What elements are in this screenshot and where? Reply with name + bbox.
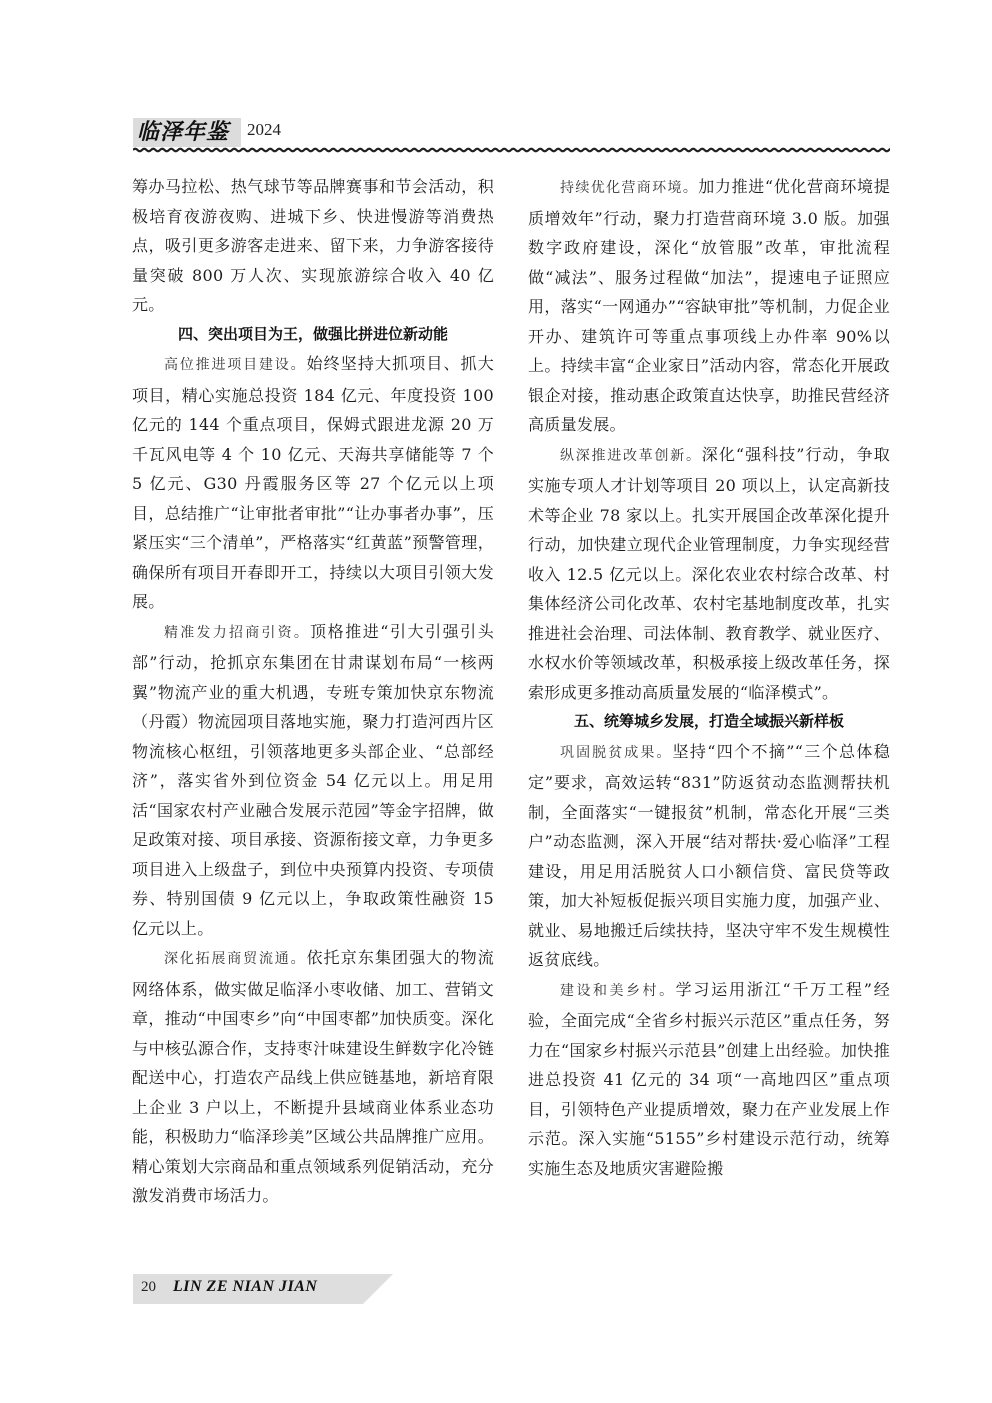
paragraph-body: 深化“强科技”行动，争取实施专项人才计划等项目 20 项以上，认定高新技术等企业 78 家以上。扎实开展国企改革深化提升行动，加快建立现代企业管理制度，力争实现经营收入 12.5 亿元以上。深化农业农村综合改革、村集体经济公司化改革、农村宅基地制度改革，扎实推进社会治理、司法体制、教育教学、就业医疗、水权水价等领域改革，积极承接上级改革任务，探索形成更多推动高质量发展的“临泽模式”。 — [528, 444, 890, 702]
paragraph: 筹办马拉松、热气球节等品牌赛事和节会活动，积极培育夜游夜购、进城下乡、快进慢游等消费热点，吸引更多游客走进来、留下来，力争游客接待量突破 800 万人次、实现旅游综合收入 40 亿元。 — [132, 177, 494, 314]
section-heading: 四、突出项目为王，做强比拼进位新动能 — [177, 324, 448, 343]
paragraph-lead: 持续优化营商环境。 — [560, 180, 699, 196]
paragraph — [132, 617, 494, 944]
footer-title: LIN ZE NIAN JIAN — [173, 1278, 318, 1295]
paragraph-lead: 建设和美乡村。 — [560, 982, 676, 999]
paragraph — [528, 440, 890, 708]
paragraph — [132, 943, 494, 1211]
yearbook-brand: 临泽年鉴 — [133, 118, 241, 147]
paragraph — [528, 737, 890, 975]
paragraph-body: 依托京东集团强大的物流网络体系，做实做足临泽小枣收储、加工、营销文章，推动“中国枣乡”向“中国枣都”加快质变。深化与中核弘源合作，支持枣汁味建设生鲜数字化冷链配送中心，打造农产品线上供应链基地，新培育限上企业 3 户以上，不断提升县域商业体系业态功能，积极助力“临泽珍美”区域公共品牌推广应用。精心策划大宗商品和重点领域系列促销活动，充分激发消费市场活力。 — [132, 948, 494, 1205]
paragraph-lead: 深化拓展商贸流通。 — [164, 951, 307, 967]
paragraph-lead: 高位推进项目建设。 — [164, 357, 307, 373]
paragraph-body: 坚持“四个不摘”“三个总体稳定”要求，高效运转“831”防返贫动态监测帮扶机制，全面落实“一键报贫”机制，常态化开展“三类户”动态监测，深入开展“结对帮扶·爱心临泽”工程建设，用足用活脱贫人口小额信贷、富民贷等政策，加大补短板促振兴项目实施力度，加强产业、就业、易地搬迁后续扶持，坚决守牢不发生规模性返贫底线。 — [528, 741, 890, 969]
header-year: 2024 — [247, 120, 281, 139]
right-column — [528, 172, 890, 1183]
paragraph-body: 加力推进“优化营商环境提质增效年”行动，聚力打造营商环境 3.0 版。加强数字政府建设，深化“放管服”改革，审批流程做“减法”、服务过程做“加法”，提速电子证照应用，落实“一网通办”“容缺审批”等机制，力促企业开办、建筑许可等重点事项线上办件率 90%以上。持续丰富“企业家日”活动内容，常态化开展政银企对接，推动惠企政策直达快享，助推民营经济高质量发展。 — [528, 177, 891, 434]
paragraph-lead: 纵深推进改革创新。 — [560, 447, 702, 464]
paragraph — [528, 975, 890, 1184]
section-heading: 五、统筹城乡发展，打造全域振兴新样板 — [573, 712, 844, 730]
paragraph-body: 始终坚持大抓项目、抓大项目，精心实施总投资 184 亿元、年度投资 100 亿元的 144 个重点项目，保姆式跟进龙源 20 万千瓦风电等 4 个 10 亿元、天海共享储能等 7 个 5 亿元、G30 丹霞服务区等 27 个亿元以上项目，总结推广“让审批者审批”“让办事者办事”，压紧压实“三个清单”，严格落实“红黄蓝”预警管理，确保所有项目开春即开工，持续以大项目引领大发展。 — [132, 354, 494, 611]
paragraph-body: 顶格推进“引大引强引头部”行动，抢抓京东集团在甘肃谋划布局“一核两翼”物流产业的重大机遇，专班专策加快京东物流（丹霞）物流园项目落地实施，聚力打造河西片区物流核心枢纽，引领落地更多头部企业、“总部经济”，落实省外到位资金 54 亿元以上。用足用活“国家农村产业融合发展示范园”等金字招牌，做足政策对接、项目承接、资源衔接文章，力争更多项目进入上级盘子，到位中央预算内投资、专项债券、特别国债 9 亿元以上，争取政策性融资 15 亿元以上。 — [132, 621, 494, 938]
paragraph-lead: 巩固脱贫成果。 — [560, 744, 673, 761]
paragraph-lead: 精准发力招商引资。 — [164, 624, 311, 641]
paragraph — [528, 172, 890, 440]
paragraph — [132, 349, 494, 617]
footer-band-tip — [363, 1274, 393, 1304]
page-number: 20 — [141, 1279, 156, 1295]
page-header — [133, 118, 890, 158]
paragraph-body: 学习运用浙江“千万工程”经验，全面完成“全省乡村振兴示范区”重点任务，努力在“国家乡村振兴示范县”创建上出经验。加快推进总投资 41 亿元的 34 项“一高地四区”重点项目，引领特色产业提质增效，聚力在产业发展上作示范。深入实施“5155”乡村建设示范行动，统筹实施生态及地质灾害避险搬 — [528, 979, 891, 1178]
wavy-rule — [133, 144, 890, 158]
page-footer — [133, 1274, 393, 1306]
left-column — [132, 172, 494, 1211]
